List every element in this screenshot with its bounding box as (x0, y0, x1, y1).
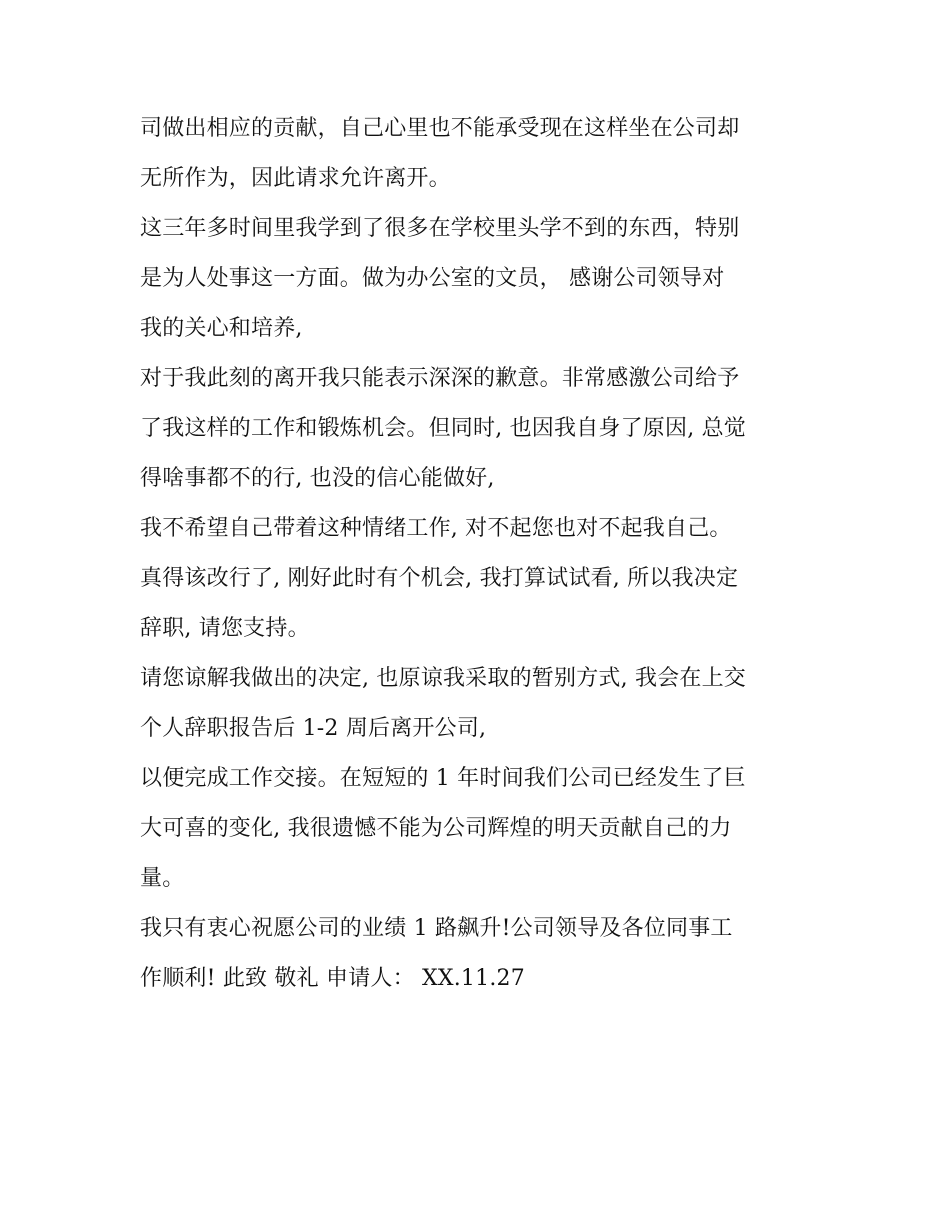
text-line: 无所作为，因此请求允许离开。 (140, 166, 451, 191)
text-line: 请您谅解我做出的决定, 也原谅我采取的暂别方式, 我会在上交 (140, 666, 746, 691)
text-line: 得啥事都不的行, 也没的信心能做好, (140, 466, 495, 491)
text-line: 个人辞职报告后 1-2 周后离开公司, (140, 716, 487, 741)
letter-body (140, 104, 820, 1004)
text-line: 量。 (140, 866, 185, 891)
text-line: 这三年多时间里我学到了很多在学校里头学不到的东西，特别 (140, 216, 740, 241)
text-line: 辞职, 请您支持。 (140, 616, 310, 641)
text-line: 是为人处事这一方面。做为办公室的文员， 感谢公司领导对 (140, 266, 725, 291)
text-line: 了我这样的工作和锻炼机会。但同时, 也因我自身了原因, 总觉 (140, 416, 746, 441)
text-line: 大可喜的变化, 我很遗憾不能为公司辉煌的明天贡献自己的力 (140, 816, 732, 841)
signature-line: 作顺利! 此致 敬礼 申请人： XX.11.27 (140, 966, 525, 991)
text-line: 以便完成工作交接。在短短的 1 年时间我们公司已经发生了巨 (140, 766, 746, 791)
text-line: 我的关心和培养, (140, 316, 303, 341)
text-line: 我不希望自己带着这种情绪工作, 对不起您也对不起我自己。 (140, 516, 732, 541)
text-line: 我只有衷心祝愿公司的业绩 1 路飙升!公司领导及各位同事工 (140, 916, 733, 941)
text-line: 真得该改行了, 刚好此时有个机会, 我打算试试看, 所以我决定 (140, 566, 739, 591)
text-line: 司做出相应的贡献，自己心里也不能承受现在这样坐在公司却 (140, 116, 740, 141)
text-line: 对于我此刻的离开我只能表示深深的歉意。非常感激公司给予 (140, 366, 740, 391)
